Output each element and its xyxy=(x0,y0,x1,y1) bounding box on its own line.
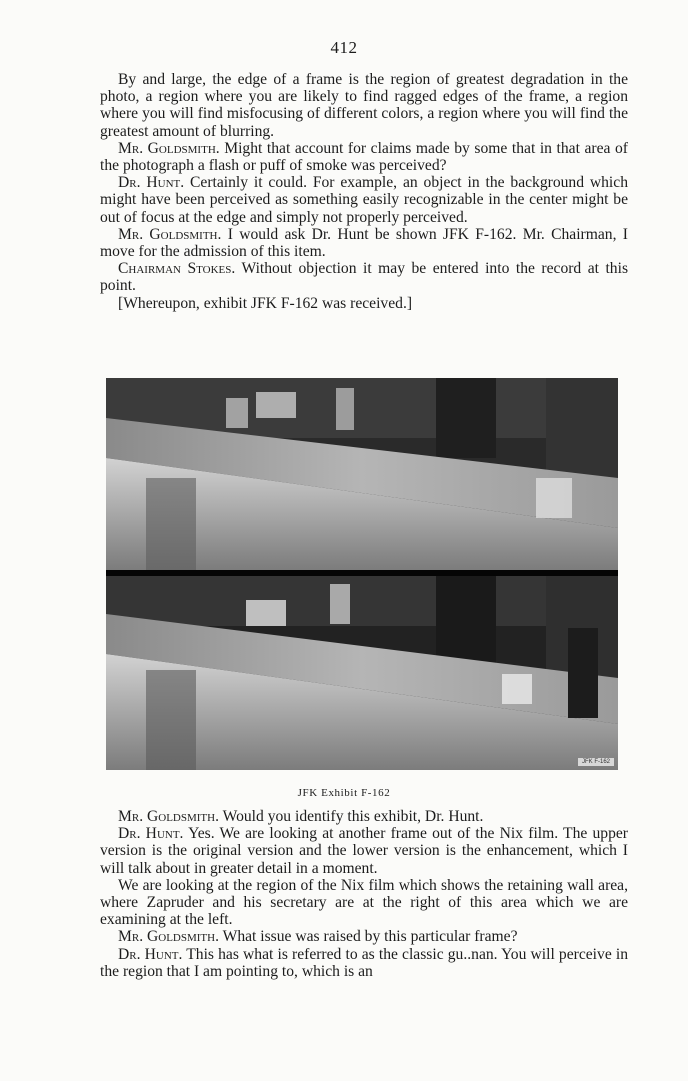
speaker: Mr. Goldsmith. xyxy=(118,808,219,825)
paragraph xyxy=(100,928,628,945)
paragraph-text: Certainly it could. For example, an object in the background which might have been perceived as something easily recognizable in the center might be out of focus at the edge and simply not properly perceived. xyxy=(100,174,628,226)
upper-frame-original xyxy=(106,378,618,570)
paragraph-text: Would you identify this exhibit, Dr. Hunt. xyxy=(219,808,484,825)
speaker: Dr. Hunt. xyxy=(118,825,184,843)
paragraph xyxy=(100,174,628,226)
paragraph xyxy=(100,877,628,929)
paragraph-text: Without objection it may be entered into the record at this point. xyxy=(100,260,629,295)
paragraph xyxy=(100,71,628,140)
testimony-bottom xyxy=(100,808,628,980)
nix-film-frames-image xyxy=(106,378,618,770)
paragraph-text: [Whereupon, exhibit JFK F-162 was received.] xyxy=(118,294,413,312)
speaker: Chairman Stokes. xyxy=(118,260,236,278)
speaker: Mr. Goldsmith. xyxy=(118,139,220,157)
speaker: Mr. Goldsmith. xyxy=(118,928,219,946)
paragraph xyxy=(100,825,628,877)
paragraph xyxy=(100,946,628,980)
paragraph xyxy=(100,226,628,260)
lower-frame-enhanced xyxy=(106,576,618,770)
paragraph-text: Might that account for claims made by some that in that area of the photograph a flash or puff of smoke was perceived? xyxy=(100,139,628,175)
paragraph-text: Yes. We are looking at another frame out of the Nix film. The upper version is the original version and the lower version is the enhancement, which I will talk about in greater detail in a moment. xyxy=(100,825,628,877)
speaker: Mr. Goldsmith. xyxy=(118,225,222,243)
paragraph-text: By and large, the edge of a frame is the region of greatest degradation in the photo, a region where you are likely to find ragged edges of the frame, a region where you will find misfocusing of different colors, a region where you will find the greatest amount of blurring. xyxy=(100,71,628,140)
paragraph xyxy=(100,140,628,174)
testimony-top xyxy=(100,71,628,312)
figure-caption: JFK Exhibit F-162 xyxy=(297,787,391,799)
page-number: 412 xyxy=(330,38,358,57)
paragraph-text: What issue was raised by this particular frame? xyxy=(219,928,518,946)
paragraph-text: This has what is referred to as the classic gu..nan. You will perceive in the region that I am pointing to, which is an xyxy=(100,945,628,980)
exhibit-stamp: JFK F-162 xyxy=(578,758,614,766)
paragraph xyxy=(100,808,628,825)
paragraph xyxy=(100,295,628,312)
paragraph-text: I would ask Dr. Hunt be shown JFK F-162. Mr. Chairman, I move for the admission of this item. xyxy=(100,225,628,261)
paragraph-text: We are looking at the region of the Nix film which shows the retaining wall area, where Zapruder and his secretary are at the right of this area which we are examining at the left. xyxy=(100,876,628,929)
speaker: Dr. Hunt. xyxy=(118,945,183,963)
speaker: Dr. Hunt. xyxy=(118,174,185,192)
exhibit-photograph xyxy=(106,378,618,770)
paragraph xyxy=(100,260,628,294)
